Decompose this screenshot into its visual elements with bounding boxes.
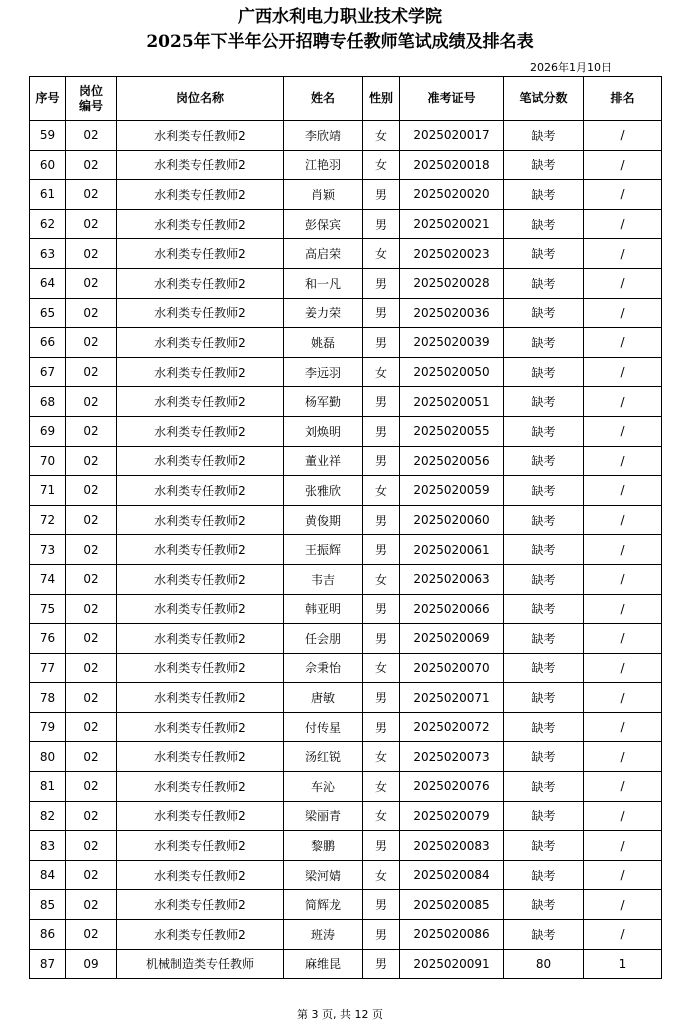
cell-name: 高启荣 — [284, 239, 363, 269]
cell-ticket-number: 2025020085 — [400, 890, 504, 920]
cell-gender: 男 — [363, 446, 400, 476]
cell-post-code: 02 — [66, 298, 117, 328]
cell-post-code: 02 — [66, 860, 117, 890]
cell-score: 缺考 — [504, 298, 584, 328]
score-table — [29, 76, 662, 979]
cell-index: 73 — [30, 535, 66, 565]
cell-ticket-number: 2025020066 — [400, 594, 504, 624]
cell-score: 缺考 — [504, 653, 584, 683]
cell-score: 缺考 — [504, 535, 584, 565]
cell-rank: / — [584, 357, 662, 387]
header-rank: 排名 — [584, 77, 662, 121]
table-row — [30, 150, 662, 180]
cell-name: 汤红锐 — [284, 742, 363, 772]
table-row — [30, 298, 662, 328]
table-row — [30, 683, 662, 713]
header-post-code-line2: 编号 — [78, 98, 103, 113]
cell-rank: / — [584, 653, 662, 683]
cell-rank: / — [584, 416, 662, 446]
cell-post-name: 水利类专任教师2 — [117, 298, 284, 328]
cell-index: 85 — [30, 890, 66, 920]
cell-gender: 女 — [363, 476, 400, 506]
cell-gender: 女 — [363, 564, 400, 594]
cell-rank: / — [584, 831, 662, 861]
cell-score: 缺考 — [504, 594, 584, 624]
table-row — [30, 180, 662, 210]
cell-index: 79 — [30, 712, 66, 742]
cell-gender: 男 — [363, 920, 400, 950]
cell-ticket-number: 2025020073 — [400, 742, 504, 772]
cell-post-name: 水利类专任教师2 — [117, 594, 284, 624]
cell-post-code: 02 — [66, 239, 117, 269]
table-row — [30, 564, 662, 594]
cell-rank: / — [584, 742, 662, 772]
cell-post-code: 02 — [66, 683, 117, 713]
table-row — [30, 476, 662, 506]
cell-gender: 女 — [363, 121, 400, 151]
cell-post-name: 水利类专任教师2 — [117, 920, 284, 950]
cell-gender: 男 — [363, 209, 400, 239]
cell-index: 77 — [30, 653, 66, 683]
cell-post-code: 02 — [66, 564, 117, 594]
table-row — [30, 416, 662, 446]
cell-post-code: 02 — [66, 535, 117, 565]
cell-post-name: 水利类专任教师2 — [117, 150, 284, 180]
cell-post-name: 水利类专任教师2 — [117, 328, 284, 358]
cell-index: 84 — [30, 860, 66, 890]
cell-gender: 男 — [363, 712, 400, 742]
cell-rank: / — [584, 860, 662, 890]
cell-name: 和一凡 — [284, 268, 363, 298]
cell-ticket-number: 2025020070 — [400, 653, 504, 683]
cell-post-code: 02 — [66, 920, 117, 950]
cell-ticket-number: 2025020091 — [400, 949, 504, 979]
cell-gender: 男 — [363, 416, 400, 446]
cell-ticket-number: 2025020059 — [400, 476, 504, 506]
cell-post-name: 水利类专任教师2 — [117, 624, 284, 654]
cell-score: 缺考 — [504, 712, 584, 742]
cell-index: 60 — [30, 150, 66, 180]
cell-name: 姜力荣 — [284, 298, 363, 328]
cell-index: 78 — [30, 683, 66, 713]
cell-ticket-number: 2025020061 — [400, 535, 504, 565]
cell-post-name: 水利类专任教师2 — [117, 387, 284, 417]
cell-rank: / — [584, 683, 662, 713]
cell-post-name: 水利类专任教师2 — [117, 712, 284, 742]
cell-post-code: 02 — [66, 653, 117, 683]
cell-score: 缺考 — [504, 772, 584, 802]
cell-post-name: 水利类专任教师2 — [117, 831, 284, 861]
cell-post-name: 水利类专任教师2 — [117, 683, 284, 713]
cell-name: 彭保宾 — [284, 209, 363, 239]
cell-gender: 男 — [363, 298, 400, 328]
table-row — [30, 505, 662, 535]
cell-gender: 男 — [363, 268, 400, 298]
cell-gender: 男 — [363, 949, 400, 979]
cell-score: 缺考 — [504, 564, 584, 594]
cell-score: 缺考 — [504, 505, 584, 535]
header-post-code — [66, 77, 117, 121]
table-row — [30, 949, 662, 979]
header-gender: 性别 — [363, 77, 400, 121]
cell-gender: 女 — [363, 357, 400, 387]
table-row — [30, 653, 662, 683]
cell-ticket-number: 2025020069 — [400, 624, 504, 654]
document-subtitle: 2025年下半年公开招聘专任教师笔试成绩及排名表 — [146, 32, 534, 52]
header-index: 序号 — [30, 77, 66, 121]
cell-rank: / — [584, 712, 662, 742]
cell-gender: 男 — [363, 890, 400, 920]
cell-post-name: 水利类专任教师2 — [117, 239, 284, 269]
cell-rank: / — [584, 564, 662, 594]
cell-post-name: 水利类专任教师2 — [117, 209, 284, 239]
cell-post-code: 02 — [66, 594, 117, 624]
cell-score: 缺考 — [504, 920, 584, 950]
cell-name: 刘焕明 — [284, 416, 363, 446]
table-row — [30, 209, 662, 239]
cell-name: 梁丽青 — [284, 801, 363, 831]
cell-post-code: 02 — [66, 387, 117, 417]
cell-ticket-number: 2025020060 — [400, 505, 504, 535]
cell-name: 唐敏 — [284, 683, 363, 713]
cell-rank: / — [584, 298, 662, 328]
cell-score: 缺考 — [504, 239, 584, 269]
cell-ticket-number: 2025020076 — [400, 772, 504, 802]
cell-score: 缺考 — [504, 328, 584, 358]
cell-name: 麻维昆 — [284, 949, 363, 979]
cell-post-code: 02 — [66, 328, 117, 358]
cell-post-name: 水利类专任教师2 — [117, 772, 284, 802]
header-post-code-line1: 岗位 — [78, 83, 103, 98]
cell-index: 64 — [30, 268, 66, 298]
cell-post-name: 水利类专任教师2 — [117, 357, 284, 387]
cell-gender: 女 — [363, 860, 400, 890]
cell-ticket-number: 2025020023 — [400, 239, 504, 269]
cell-ticket-number: 2025020063 — [400, 564, 504, 594]
cell-score: 缺考 — [504, 446, 584, 476]
cell-rank: / — [584, 624, 662, 654]
cell-index: 74 — [30, 564, 66, 594]
cell-ticket-number: 2025020051 — [400, 387, 504, 417]
cell-rank: / — [584, 801, 662, 831]
cell-post-code: 02 — [66, 831, 117, 861]
table-row — [30, 121, 662, 151]
cell-post-code: 02 — [66, 446, 117, 476]
cell-name: 车沁 — [284, 772, 363, 802]
table-row — [30, 239, 662, 269]
cell-name: 江艳羽 — [284, 150, 363, 180]
cell-index: 68 — [30, 387, 66, 417]
cell-name: 李远羽 — [284, 357, 363, 387]
cell-ticket-number: 2025020018 — [400, 150, 504, 180]
cell-index: 86 — [30, 920, 66, 950]
cell-rank: 1 — [584, 949, 662, 979]
cell-ticket-number: 2025020072 — [400, 712, 504, 742]
cell-index: 61 — [30, 180, 66, 210]
cell-rank: / — [584, 535, 662, 565]
cell-post-code: 02 — [66, 357, 117, 387]
cell-gender: 男 — [363, 505, 400, 535]
cell-gender: 女 — [363, 653, 400, 683]
cell-index: 76 — [30, 624, 66, 654]
cell-ticket-number: 2025020028 — [400, 268, 504, 298]
cell-rank: / — [584, 209, 662, 239]
cell-index: 82 — [30, 801, 66, 831]
cell-ticket-number: 2025020021 — [400, 209, 504, 239]
cell-index: 59 — [30, 121, 66, 151]
cell-ticket-number: 2025020017 — [400, 121, 504, 151]
table-row — [30, 535, 662, 565]
table-row — [30, 357, 662, 387]
cell-ticket-number: 2025020056 — [400, 446, 504, 476]
table-row — [30, 801, 662, 831]
cell-index: 83 — [30, 831, 66, 861]
cell-name: 肖颖 — [284, 180, 363, 210]
cell-index: 75 — [30, 594, 66, 624]
cell-rank: / — [584, 268, 662, 298]
cell-rank: / — [584, 150, 662, 180]
cell-rank: / — [584, 328, 662, 358]
cell-rank: / — [584, 476, 662, 506]
cell-post-code: 02 — [66, 505, 117, 535]
cell-index: 63 — [30, 239, 66, 269]
cell-score: 缺考 — [504, 624, 584, 654]
table-row — [30, 890, 662, 920]
cell-post-name: 水利类专任教师2 — [117, 268, 284, 298]
cell-gender: 男 — [363, 594, 400, 624]
cell-post-code: 02 — [66, 416, 117, 446]
cell-ticket-number: 2025020079 — [400, 801, 504, 831]
cell-post-name: 水利类专任教师2 — [117, 890, 284, 920]
cell-gender: 女 — [363, 150, 400, 180]
cell-post-name: 水利类专任教师2 — [117, 446, 284, 476]
cell-rank: / — [584, 920, 662, 950]
table-row — [30, 328, 662, 358]
cell-score: 缺考 — [504, 476, 584, 506]
cell-index: 67 — [30, 357, 66, 387]
table-header-row — [30, 77, 662, 121]
cell-name: 梁河婧 — [284, 860, 363, 890]
cell-post-name: 机械制造类专任教师 — [117, 949, 284, 979]
cell-ticket-number: 2025020083 — [400, 831, 504, 861]
cell-score: 缺考 — [504, 416, 584, 446]
cell-name: 杨军勤 — [284, 387, 363, 417]
cell-name: 张雅欣 — [284, 476, 363, 506]
table-row — [30, 594, 662, 624]
cell-name: 韦吉 — [284, 564, 363, 594]
cell-rank: / — [584, 387, 662, 417]
cell-gender: 男 — [363, 328, 400, 358]
cell-post-code: 09 — [66, 949, 117, 979]
cell-score: 缺考 — [504, 742, 584, 772]
cell-post-code: 02 — [66, 801, 117, 831]
cell-gender: 男 — [363, 535, 400, 565]
cell-ticket-number: 2025020071 — [400, 683, 504, 713]
cell-name: 董业祥 — [284, 446, 363, 476]
cell-post-code: 02 — [66, 890, 117, 920]
cell-gender: 女 — [363, 772, 400, 802]
cell-post-code: 02 — [66, 268, 117, 298]
cell-score: 缺考 — [504, 150, 584, 180]
cell-score: 缺考 — [504, 121, 584, 151]
cell-score: 缺考 — [504, 801, 584, 831]
cell-ticket-number: 2025020036 — [400, 298, 504, 328]
cell-post-name: 水利类专任教师2 — [117, 535, 284, 565]
cell-index: 71 — [30, 476, 66, 506]
cell-index: 69 — [30, 416, 66, 446]
cell-post-code: 02 — [66, 180, 117, 210]
cell-post-code: 02 — [66, 476, 117, 506]
table-row — [30, 920, 662, 950]
table-row — [30, 712, 662, 742]
cell-rank: / — [584, 180, 662, 210]
table-row — [30, 268, 662, 298]
cell-name: 姚磊 — [284, 328, 363, 358]
cell-name: 黎鹏 — [284, 831, 363, 861]
header-score: 笔试分数 — [504, 77, 584, 121]
document-date: 2026年1月10日 — [530, 61, 612, 74]
cell-index: 72 — [30, 505, 66, 535]
cell-index: 70 — [30, 446, 66, 476]
table-row — [30, 446, 662, 476]
cell-rank: / — [584, 890, 662, 920]
cell-post-code: 02 — [66, 772, 117, 802]
table-row — [30, 387, 662, 417]
cell-gender: 男 — [363, 624, 400, 654]
cell-ticket-number: 2025020050 — [400, 357, 504, 387]
table-row — [30, 742, 662, 772]
table-row — [30, 831, 662, 861]
cell-index: 87 — [30, 949, 66, 979]
cell-rank: / — [584, 594, 662, 624]
cell-post-name: 水利类专任教师2 — [117, 121, 284, 151]
cell-index: 80 — [30, 742, 66, 772]
page-footer: 第 3 页, 共 12 页 — [297, 1008, 383, 1021]
cell-post-code: 02 — [66, 712, 117, 742]
cell-score: 缺考 — [504, 180, 584, 210]
cell-rank: / — [584, 772, 662, 802]
cell-gender: 男 — [363, 831, 400, 861]
cell-index: 66 — [30, 328, 66, 358]
cell-rank: / — [584, 239, 662, 269]
table-row — [30, 624, 662, 654]
cell-gender: 女 — [363, 801, 400, 831]
cell-ticket-number: 2025020020 — [400, 180, 504, 210]
cell-gender: 女 — [363, 742, 400, 772]
table-row — [30, 860, 662, 890]
cell-score: 缺考 — [504, 683, 584, 713]
header-post-name: 岗位名称 — [117, 77, 284, 121]
cell-rank: / — [584, 121, 662, 151]
cell-post-name: 水利类专任教师2 — [117, 653, 284, 683]
cell-name: 班涛 — [284, 920, 363, 950]
document-title: 广西水利电力职业技术学院 — [238, 7, 442, 27]
cell-score: 缺考 — [504, 890, 584, 920]
cell-ticket-number: 2025020039 — [400, 328, 504, 358]
cell-post-name: 水利类专任教师2 — [117, 180, 284, 210]
cell-score: 80 — [504, 949, 584, 979]
cell-post-name: 水利类专任教师2 — [117, 476, 284, 506]
cell-name: 黄俊期 — [284, 505, 363, 535]
cell-name: 王振辉 — [284, 535, 363, 565]
cell-index: 65 — [30, 298, 66, 328]
cell-name: 简辉龙 — [284, 890, 363, 920]
cell-post-code: 02 — [66, 624, 117, 654]
cell-post-name: 水利类专任教师2 — [117, 505, 284, 535]
cell-score: 缺考 — [504, 268, 584, 298]
cell-post-code: 02 — [66, 209, 117, 239]
cell-score: 缺考 — [504, 357, 584, 387]
cell-name: 佘秉怡 — [284, 653, 363, 683]
cell-post-name: 水利类专任教师2 — [117, 860, 284, 890]
cell-post-code: 02 — [66, 742, 117, 772]
table-body — [30, 121, 662, 979]
cell-name: 付传星 — [284, 712, 363, 742]
cell-rank: / — [584, 505, 662, 535]
cell-gender: 男 — [363, 180, 400, 210]
cell-post-code: 02 — [66, 150, 117, 180]
cell-score: 缺考 — [504, 387, 584, 417]
cell-index: 62 — [30, 209, 66, 239]
cell-gender: 男 — [363, 683, 400, 713]
cell-ticket-number: 2025020084 — [400, 860, 504, 890]
cell-rank: / — [584, 446, 662, 476]
cell-score: 缺考 — [504, 831, 584, 861]
cell-score: 缺考 — [504, 209, 584, 239]
cell-post-name: 水利类专任教师2 — [117, 416, 284, 446]
cell-post-code: 02 — [66, 121, 117, 151]
cell-score: 缺考 — [504, 860, 584, 890]
cell-gender: 男 — [363, 387, 400, 417]
cell-name: 李欣靖 — [284, 121, 363, 151]
table-row — [30, 772, 662, 802]
cell-post-name: 水利类专任教师2 — [117, 564, 284, 594]
cell-gender: 女 — [363, 239, 400, 269]
cell-ticket-number: 2025020055 — [400, 416, 504, 446]
cell-post-name: 水利类专任教师2 — [117, 742, 284, 772]
header-name: 姓名 — [284, 77, 363, 121]
cell-name: 任会朋 — [284, 624, 363, 654]
cell-name: 韩亚明 — [284, 594, 363, 624]
cell-index: 81 — [30, 772, 66, 802]
header-ticket-number: 准考证号 — [400, 77, 504, 121]
cell-post-name: 水利类专任教师2 — [117, 801, 284, 831]
cell-ticket-number: 2025020086 — [400, 920, 504, 950]
